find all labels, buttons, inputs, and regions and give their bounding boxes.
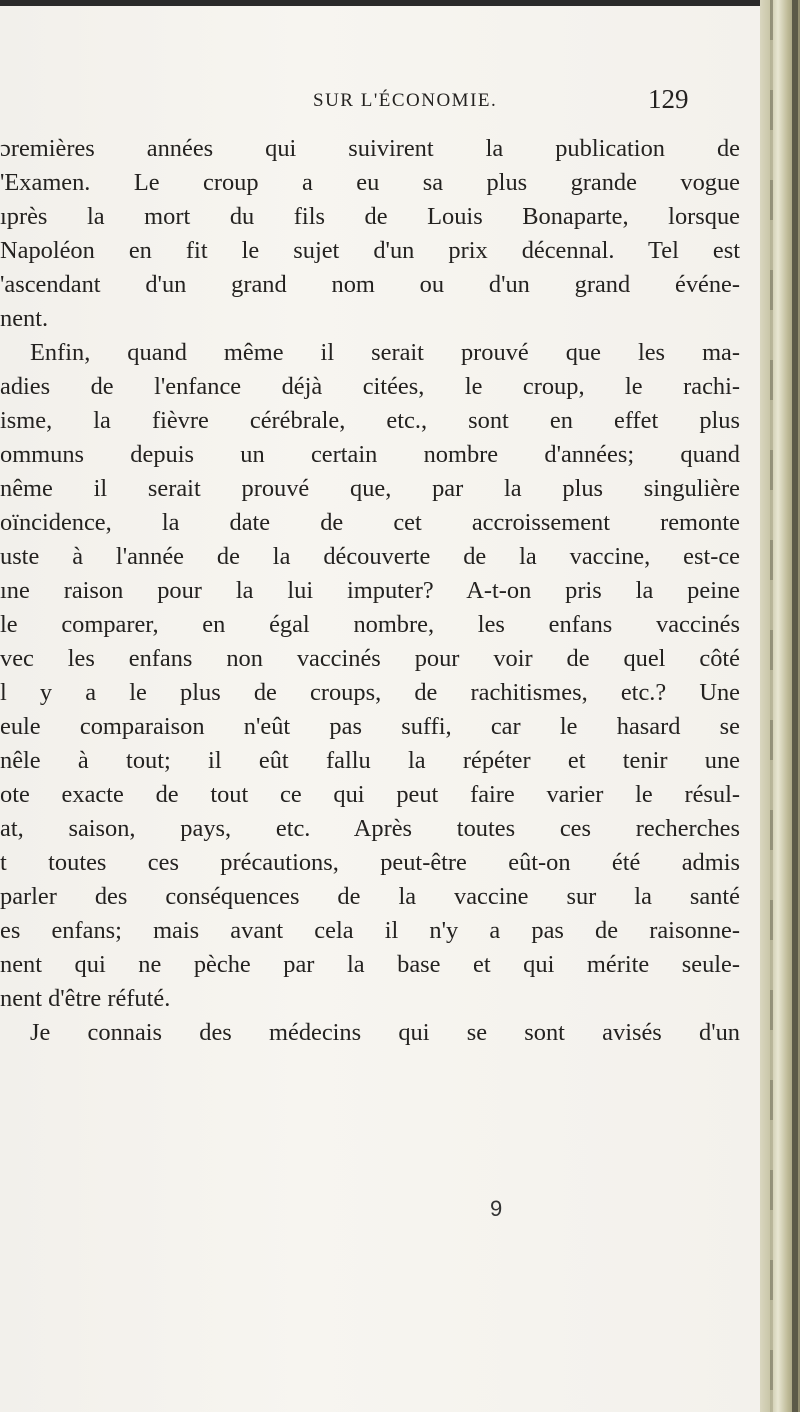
text-line: parler des conséquences de la vaccine sur la santé bbox=[0, 883, 740, 910]
text-line: oïncidence, la date de cet accroissement remonte bbox=[0, 509, 740, 536]
text-line: ommuns depuis un certain nombre d'années; quand bbox=[0, 441, 740, 468]
text-line: 'ascendant d'un grand nom ou d'un grand événe- bbox=[0, 271, 740, 298]
text-line: Enfin, quand même il serait prouvé que les ma- bbox=[30, 339, 740, 366]
text-line: ıne raison pour la lui imputer? A-t-on pris la peine bbox=[0, 577, 740, 604]
text-line: vec les enfans non vaccinés pour voir de quel côté bbox=[0, 645, 740, 672]
text-line: Napoléon en fit le sujet d'un prix décennal. Tel est bbox=[0, 237, 740, 264]
text-line: eule comparaison n'eût pas suffi, car le hasard se bbox=[0, 713, 740, 740]
text-line: isme, la fièvre cérébrale, etc., sont en effet plus bbox=[0, 407, 740, 434]
text-line: nême il serait prouvé que, par la plus singulière bbox=[0, 475, 740, 502]
text-line: Je connais des médecins qui se sont avisés d'un bbox=[30, 1019, 740, 1046]
book-binding-edge bbox=[760, 0, 800, 1412]
text-line: ɔremières années qui suivirent la publication de bbox=[0, 135, 740, 162]
top-edge-shadow bbox=[0, 0, 760, 6]
text-line: nent d'être réfuté. bbox=[0, 985, 171, 1012]
text-line: l y a le plus de croups, de rachitismes, etc.? Une bbox=[0, 679, 740, 706]
running-title: SUR L'ÉCONOMIE. bbox=[313, 90, 498, 111]
page-number: 129 bbox=[648, 84, 689, 114]
text-line: 'Examen. Le croup a eu sa plus grande vogue bbox=[0, 169, 740, 196]
text-line: ıprès la mort du fils de Louis Bonaparte, lorsque bbox=[0, 203, 740, 230]
signature-mark: 9 bbox=[490, 1196, 503, 1221]
text-line: nent qui ne pèche par la base et qui mérite seule- bbox=[0, 951, 740, 978]
text-line: adies de l'enfance déjà citées, le croup, le rachi- bbox=[0, 373, 740, 400]
page-header bbox=[0, 84, 740, 124]
text-line: nent. bbox=[0, 305, 49, 332]
text-line: le comparer, en égal nombre, les enfans vaccinés bbox=[0, 611, 740, 638]
text-line: nêle à tout; il eût fallu la répéter et tenir une bbox=[0, 747, 740, 774]
text-line: t toutes ces précautions, peut-être eût-on été admis bbox=[0, 849, 740, 876]
text-line: es enfans; mais avant cela il n'y a pas de raisonne- bbox=[0, 917, 740, 944]
text-line: at, saison, pays, etc. Après toutes ces recherches bbox=[0, 815, 740, 842]
text-line: uste à l'année de la découverte de la vaccine, est-ce bbox=[0, 543, 740, 570]
text-line: ote exacte de tout ce qui peut faire varier le résul- bbox=[0, 781, 740, 808]
